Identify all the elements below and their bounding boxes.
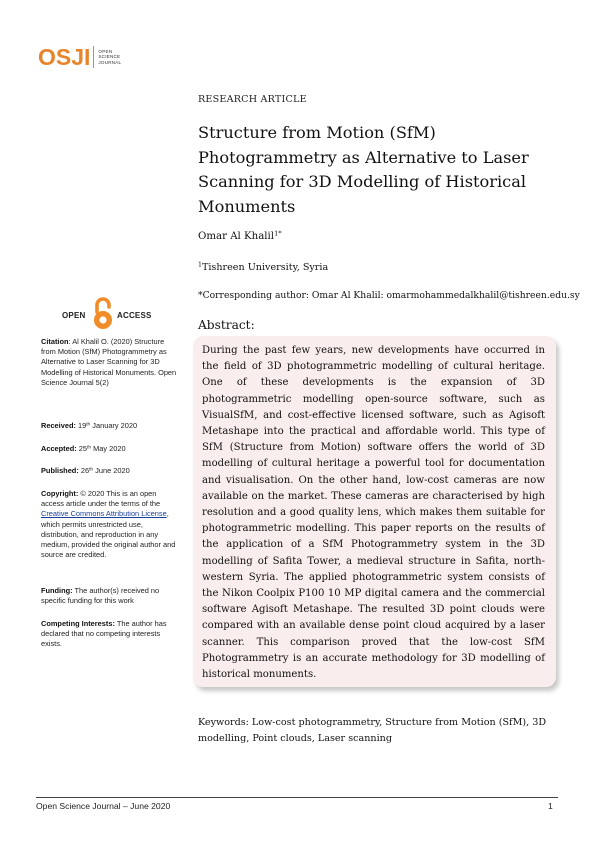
logo-subtitle-line: SCIENCE [98, 54, 121, 60]
logo-subtitle [98, 49, 121, 65]
author-line [198, 231, 282, 242]
published-day: 26 [80, 466, 90, 475]
footer-journal: Open Science Journal – June 2020 [36, 801, 171, 811]
accepted-date [41, 444, 181, 454]
logo-divider [93, 46, 94, 68]
open-access-open: OPEN [62, 311, 86, 320]
author-name: Omar Al Khalil [198, 231, 275, 242]
keywords: Keywords: Low-cost photogrammetry, Structure from Motion (SfM), 3D modelling, Point clouds, Laser scanning [198, 717, 547, 744]
page-number: 1 [548, 801, 553, 811]
accepted-sup: th [87, 445, 92, 451]
copyright-post: , which permits unrestricted use, distribution, and reproduction in any medium, provided the original author and source are credited. [41, 509, 176, 560]
received-day: 19 [77, 421, 87, 430]
copyright-block [41, 489, 181, 560]
affiliation [198, 262, 328, 273]
published-date [41, 466, 181, 476]
cc-license-link[interactable]: Creative Commons Attribution License [41, 509, 167, 519]
article-type: RESEARCH ARTICLE [198, 94, 307, 105]
affiliation-superscript: 1 [198, 261, 202, 269]
citation-text: : Al Khalil O. (2020) Structure from Motion (SfM) Photogrammetry as Alternative to Laser Scanning for 3D Modelling of Historical Monuments. Open Science Journal 5(2) [41, 337, 177, 387]
accepted-rest: May 2020 [93, 444, 126, 453]
funding-label: Funding: [41, 586, 73, 595]
copyright-label: Copyright: [41, 489, 79, 498]
logo-subtitle-line: OPEN [98, 48, 113, 54]
received-date [41, 421, 181, 431]
corresponding-author: *Corresponding author: Omar Al Khalil: omarmohammedalkhalil@tishreen.edu.sy [198, 290, 580, 301]
article-title: Structure from Motion (SfM) Photogrammetry as Alternative to Laser Scanning for 3D Modelling of Historical Monuments [198, 123, 529, 216]
competing-text: The author has declared that no competing interests exists. [41, 619, 167, 649]
funding-text: The author(s) received no specific funding for this work [41, 586, 160, 606]
received-rest: January 2020 [92, 421, 138, 430]
logo-subtitle-line: JOURNAL [98, 59, 122, 65]
citation-block [41, 337, 181, 388]
footer-rule [36, 797, 558, 798]
published-label: Published: [41, 466, 79, 475]
competing-label: Competing Interests: [41, 619, 115, 628]
competing-interests-block [41, 619, 181, 650]
funding-block [41, 586, 181, 606]
open-lock-icon [91, 297, 115, 331]
copyright-pre: © 2020 This is an open access article under the terms of the [41, 489, 161, 509]
received-sup: th [86, 422, 91, 428]
open-access-badge [62, 297, 162, 333]
published-sup: th [89, 467, 94, 473]
citation-label: Citation [41, 337, 69, 346]
accepted-label: Accepted: [41, 444, 77, 453]
logo-mark: OSJI [38, 43, 91, 70]
open-access-access: ACCESS [117, 311, 152, 320]
abstract-text: During the past few years, new developments have occurred in the field of 3D photogrammetric modelling of cultural heritage. One of these developments is the expansion of 3D photogrammetric modelling open-source software, such as VisualSfM, and cost-effective licensed software, such as Agisoft Metashape into the practical and affordable world. This type of SfM (Structure from Motion) software offers the world of 3D modelling of cultural heritage a powerful tool for documentation and visualisation. On the other hand, low-cost cameras are now available on the market. These cameras are characterised by high resolution and a good quality lens, which makes them suitable for photogrammetric modelling. This paper reports on the results of the application of a SfM Photogrammetry system in the 3D modelling of Safita Tower, a medieval structure in Safita, north-western Syria. The applied photogrammetric system consists of the Nikon Coolpix P100 10 MP digital camera and the commercial software Agisoft Metashape. The resulted 3D point clouds were compared with an available dense point cloud acquired by a laser scanner. This comparison proved that the low-cost SfM Photogrammetry is an accurate methodology for 3D modelling of historical monuments. [202, 345, 545, 681]
author-superscript: 1* [274, 229, 282, 238]
accepted-day: 25 [78, 444, 88, 453]
published-rest: June 2020 [95, 466, 130, 475]
abstract-heading: Abstract: [198, 318, 255, 332]
affiliation-text: Tishreen University, Syria [201, 262, 329, 273]
received-label: Received: [41, 421, 76, 430]
abstract-box [193, 336, 556, 687]
journal-logo [38, 43, 121, 71]
